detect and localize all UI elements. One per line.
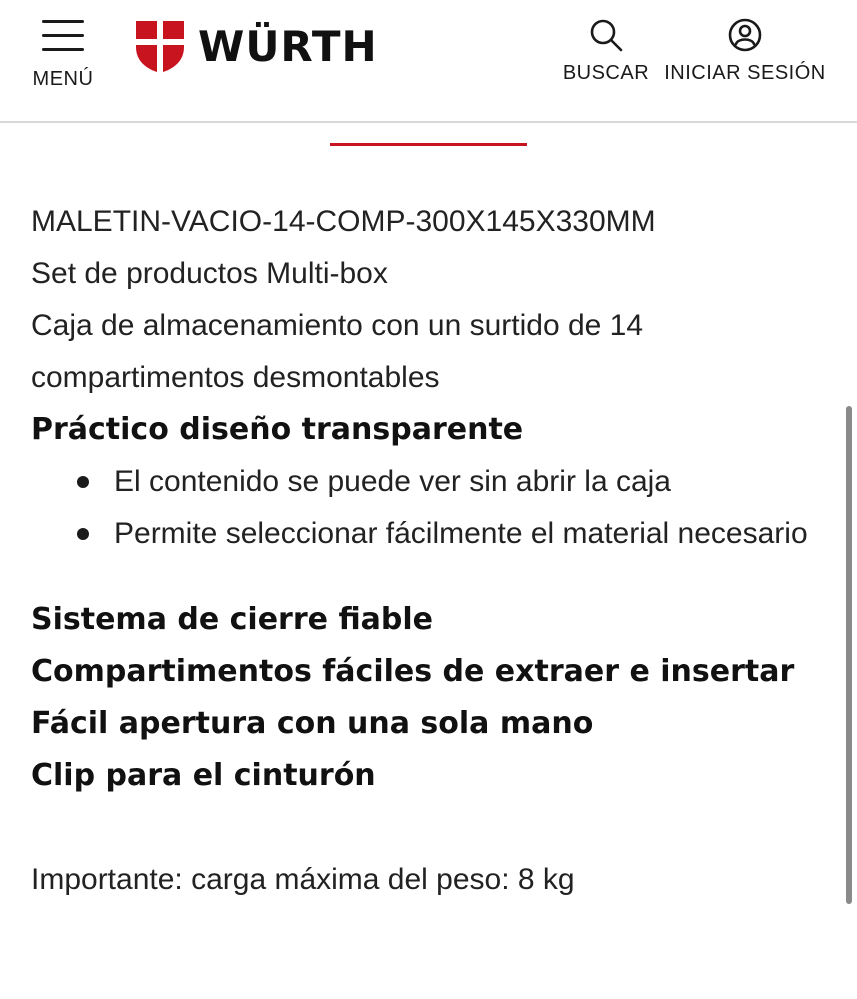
search-label: BUSCAR [562,62,650,84]
site-header [0,0,857,123]
list-item: El contenido se puede ver sin abrir la caja [31,456,821,508]
search-icon [588,17,624,53]
user-icon [727,17,763,53]
menu-button[interactable] [28,18,98,91]
product-description-text: Caja de almacenamiento con un surtido de 14 compartimentos desmontables [31,309,644,394]
login-label: INICIAR SESIÓN [664,62,826,84]
highlight-heading: Sistema de cierre fiable [31,602,434,637]
product-description [31,196,821,906]
feature-list [31,456,821,560]
scrollbar[interactable] [846,406,852,904]
bullet-icon [77,528,89,540]
product-code: MALETIN-VACIO-14-COMP-300X145X330MM [31,205,656,238]
search-button[interactable] [562,16,650,85]
bullet-icon [77,476,89,488]
login-button[interactable] [660,16,830,85]
product-set-name: Set de productos Multi-box [31,257,388,290]
list-item: Permite seleccionar fácilmente el material necesario [31,508,821,560]
logo-wordmark: WÜRTH [198,22,378,71]
section-accent-rule [330,143,527,146]
highlight-heading: Fácil apertura con una sola mano [31,706,594,741]
wurth-shield-logo [134,19,186,75]
highlight-heading: Clip para el cinturón [31,758,376,793]
wurth-logo[interactable] [134,19,378,75]
hamburger-icon [42,18,84,52]
feature-heading: Práctico diseño transparente [31,412,524,447]
menu-label: MENÚ [32,68,94,90]
highlight-heading: Compartimentos fáciles de extraer e insertar [31,654,795,689]
weight-note: Importante: carga máxima del peso: 8 kg [31,863,575,896]
